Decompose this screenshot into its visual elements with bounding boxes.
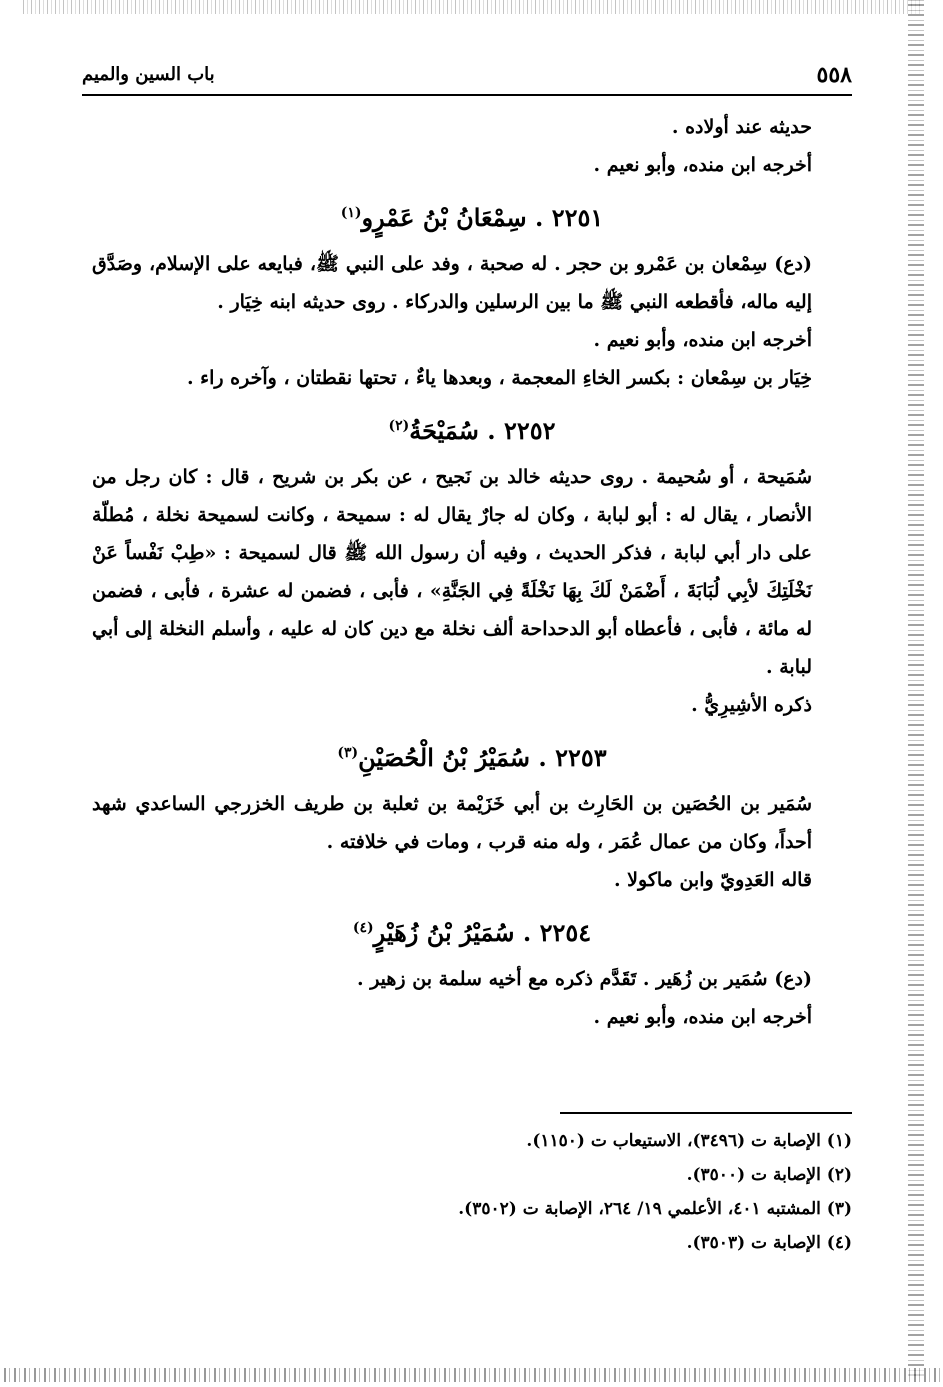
entry-title-2254 bbox=[92, 905, 852, 956]
entry-title-text: ٢٢٥٣ . سُمَيْرُ بْنُ الْحُصَيْنِ bbox=[358, 743, 607, 772]
entry-paragraph: سُمَير بن الحُصَين بن الحَارِث بن أبي خَزَيْمة بن ثعلبة بن طريف الخزرجي الساعدي شهد أحداً، وكان من عمال عُمَر ، وله منه قرب ، ومات في خلافته . bbox=[92, 793, 812, 853]
entry-paragraph: خِيَار بن سِمْعان : بكسر الخاءِ المعجمة ، وبعدها ياءٌ ، تحتها نقطتان ، وآخره راء . bbox=[186, 367, 812, 389]
entry-paragraph: أخرجه ابن منده، وأبو نعيم . bbox=[593, 1006, 812, 1028]
main-text bbox=[92, 108, 852, 1036]
footnote-ref: (٤) bbox=[352, 920, 374, 936]
entry-title-2252 bbox=[92, 403, 852, 454]
footnote-ref: (٢) bbox=[388, 418, 410, 434]
footnote: (١) الإصابة ت (٣٤٩٦)، الاستيعاب ت (١١٥٠). bbox=[526, 1131, 852, 1151]
footnote: (٣) المشتبه ٤٠١، الأعلمي ١٩/ ٢٦٤، الإصابة ت (٣٥٠٢). bbox=[458, 1199, 852, 1219]
entry-paragraph: قاله العَدِويّ وابن ماكولا . bbox=[613, 869, 812, 891]
footnotes bbox=[300, 1124, 852, 1260]
decorative-border-bottom bbox=[0, 1368, 943, 1382]
entry-title-text: ٢٢٥٤ . سُمَيْرُ بْنُ زُهَيْرٍ bbox=[373, 918, 592, 947]
footnote-divider bbox=[560, 1112, 852, 1114]
entry-paragraph: ذكره الأشِيرِيُّ . bbox=[691, 694, 812, 716]
page-number: ٥٥٨ bbox=[816, 62, 852, 88]
footnote-ref: (١) bbox=[340, 205, 362, 221]
footnote: (٤) الإصابة ت (٣٥٠٣). bbox=[686, 1233, 852, 1253]
entry-title-2253 bbox=[92, 730, 852, 781]
running-title: باب السين والميم bbox=[82, 64, 215, 85]
entry-paragraph: سُمَيحة ، أو سُحيمة . روى حديثه خالد بن نَجيح ، عن بكر بن شريح ، قال : كان رجل من الأنصار ، يقال له : أبو لبابة ، وكان له جارٌ يقال له : سميحة ، وكانت لسميحة نخلة ، مُطلّة على دار أبي لبابة ، فذكر الحديث ، وفيه أن رسول الله ﷺ قال لسميحة : «طِبْ نَفْساً عَنْ نَخْلَتِكَ لأبِي لُبَابَةَ ، أَضْمَنْ لَكَ بِهَا نَخْلَةً فِي الجَنَّةِ» ، فأبى ، فضمن له عشرة ، فأبى ، فضمن له مائة ، فأبى ، فأعطاه أبو الدحداحة ألف نخلة مع دين كان له عليه ، وأسلم النخلة إلى أبي لبابة . bbox=[92, 466, 812, 678]
entry-title-text: ٢٢٥٢ . سُمَيْحَةُ bbox=[409, 416, 556, 445]
entry-paragraph: (دع) سُمَير بن زُهَير . تَقَدَّم ذكره مع أخيه سلمة بن زهير . bbox=[356, 968, 812, 990]
text-line: حديثه عند أولاده . bbox=[671, 116, 812, 138]
page-header bbox=[82, 62, 852, 96]
entry-paragraph: (دع) سِمْعان بن عَمْرو بن حجر . له صحبة ، وفد على النبي ﷺ، فبايعه على الإسلام، وصَدَّق إليه ماله، فأقطعه النبي ﷺ ما بين الرسلين والدركاء . روى حديثه ابنه خِيَار . bbox=[92, 253, 812, 313]
text-line: أخرجه ابن منده، وأبو نعيم . bbox=[593, 154, 812, 176]
entry-title-text: ٢٢٥١ . سِمْعَانُ بْنُ عَمْرٍو bbox=[361, 203, 604, 232]
footnote-ref: (٣) bbox=[337, 745, 359, 761]
decorative-border-top bbox=[20, 0, 923, 14]
entry-paragraph: أخرجه ابن منده، وأبو نعيم . bbox=[593, 329, 812, 351]
footnote: (٢) الإصابة ت (٣٥٠٠). bbox=[686, 1165, 852, 1185]
decorative-border-right bbox=[908, 0, 924, 1380]
entry-title-2251 bbox=[92, 190, 852, 241]
